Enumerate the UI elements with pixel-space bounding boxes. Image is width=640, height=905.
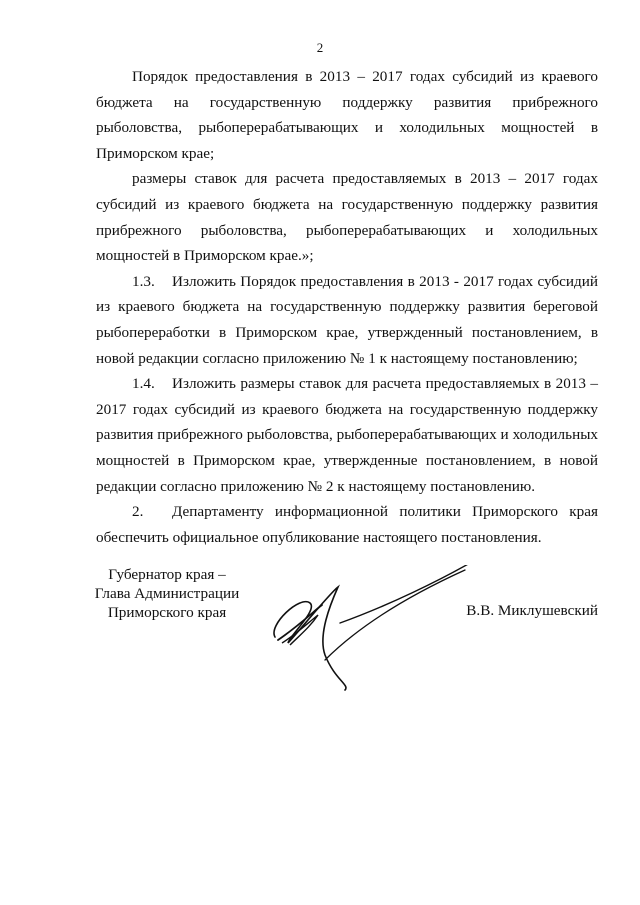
signer-name: В.В. Миклушевский (466, 602, 598, 619)
item-text: Изложить Порядок предоставления в 2013 - 2017 годах субсидий из краевого бюджета на государственную поддержку развития береговой рыбопереработки в Приморском крае, утвержденный постановлением, в новой редакции согласно приложению № 1 к настоящему постановлению; (96, 272, 598, 367)
signer-title (82, 565, 252, 622)
item-1-4 (96, 371, 598, 499)
item-text: Изложить размеры ставок для расчета предоставляемых в 2013 – 2017 годах субсидий из краевого бюджета на государственную поддержку развития прибрежного рыболовства, рыбоперерабатывающих и холодильных мощностей в Приморском крае, утвержденные постановлением, в новой редакции согласно приложению № 2 к настоящему постановлению. (96, 375, 598, 495)
document-body (96, 64, 598, 550)
item-2 (96, 499, 598, 550)
paragraph-order: Порядок предоставления в 2013 – 2017 годах субсидий из краевого бюджета на государственную поддержку развития прибрежного рыболовства, рыбоперерабатывающих и холодильных мощностей в Приморском крае; (96, 68, 598, 162)
signature-block (0, 565, 640, 695)
paragraph-rates: размеры ставок для расчета предоставляемых в 2013 – 2017 годах субсидий из краевого бюджета на государственную поддержку развития прибрежного рыболовства, рыбоперерабатывающих и холодильных мощностей в Приморском крае.»; (96, 170, 598, 265)
item-number: 1.4. (132, 375, 155, 393)
signer-title-line: Приморского края (107, 604, 227, 621)
item-1-3 (96, 269, 598, 371)
item-number: 1.3. (132, 272, 155, 290)
item-number: 2. (132, 503, 144, 521)
signer-title-line: Глава Администрации (94, 585, 240, 602)
item-text: Департаменту информационной политики Приморского края обеспечить официальное опубликование настоящего постановления. (96, 503, 598, 546)
signer-title-line: Губернатор края – (108, 566, 226, 583)
handwritten-signature (240, 565, 480, 695)
page-number: 2 (316, 40, 324, 55)
